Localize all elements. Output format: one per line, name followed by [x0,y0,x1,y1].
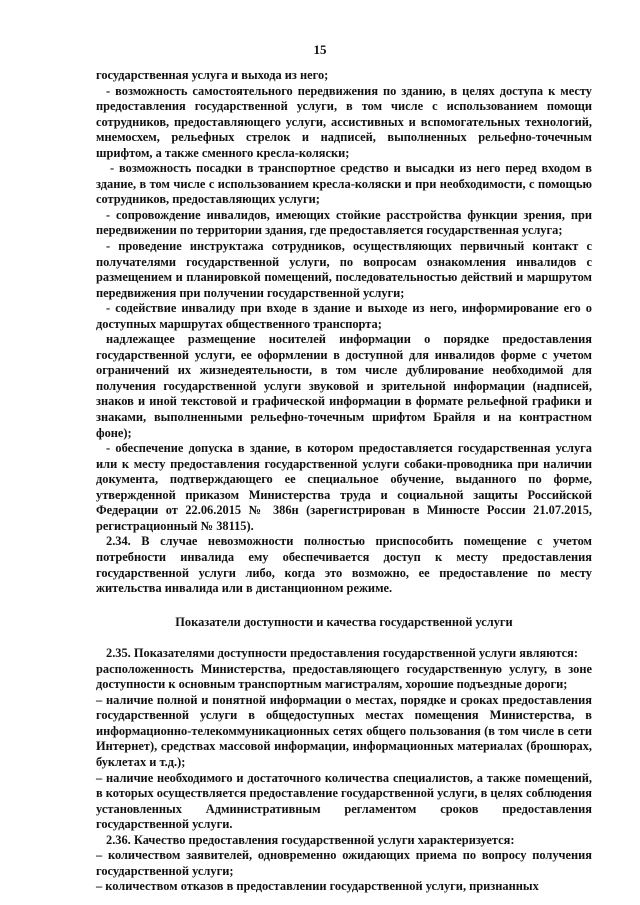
paragraph: - возможность посадки в транспортное средство и высадки из него перед входом в здание, в том числе с использованием кресла-коляски и при необходимости, с помощью сотрудников, предоставляющих услуги; [96,161,592,207]
paragraph: надлежащее размещение носителей информации о порядке предоставления государственной услуги, ее оформлении в доступной для инвалидов форме с учетом ограничений их жизнедеятельности, в том числе дублирование необходимой для получения государственной услуги звуковой и зрительной информации (надписей, знаков и иной текстовой и графической информации в формате рельефной графики и знаками, выполненными рельефно-точечным шрифтом Брайля и на контрастном фоне); [96,332,592,440]
paragraph: - обеспечение допуска в здание, в котором предоставляется государственная услуга или к месту предоставления государственной услуги собаки-проводника при наличии документа, подтверждающего ее специальное обучение, выданного по форме, утвержденной приказом Министерства труда и социальной защиты Российской Федерации от 22.06.2015 № 386н (зарегистрирован в Минюсте России 21.07.2015, регистрационный № 38115). [96,441,592,533]
page-number: 15 [313,42,327,57]
paragraph: 2.35. Показателями доступности предоставления государственной услуги являются: [106,646,579,661]
paragraph: - сопровождение инвалидов, имеющих стойкие расстройства функции зрения, при передвижении по территории здания, где предоставляется государственная услуга; [96,207,592,238]
paragraph: - содействие инвалиду при входе в здание и выходе из него, информирование его о доступных маршрутах общественного транспорта; [96,301,592,331]
paragraph: расположенность Министерства, предоставляющего государственную услугу, в зоне доступности к основным транспортным магистралям, хорошие подъездные дороги; [96,661,592,692]
paragraph: – наличие полной и понятной информации о местах, порядке и сроках предоставления государственной услуги в общедоступных местах помещения Министерства, в информационно-телекоммуникационных сетях общего пользования (в том числе в сети Интернет), средствах массовой информации, информационных материалах (брошюрах, буклетах и т.д.); [96,692,592,769]
paragraph: - проведение инструктажа сотрудников, осуществляющих первичный контакт с получателями государственной услуги, по вопросам ознакомления инвалидов с размещением и планировкой помещений, последовательностью действий и маршрутом передвижения при получении государственной услуги; [96,239,592,300]
paragraph: государственная услуга и выхода из него; [96,68,329,82]
paragraph: 2.34. В случае невозможности полностью приспособить помещение с учетом потребности инвалида ему обеспечивается доступ к месту предоставления государственной услуги либо, когда это возможно, ее предоставление по месту жительства инвалида или в дистанционном режиме. [96,534,592,596]
paragraph: – количеством заявителей, одновременно ожидающих приема по вопросу получения государственной услуги; [96,848,592,878]
document-body [96,68,592,895]
paragraph: 2.36. Качество предоставления государственной услуги характеризуется: [106,832,515,847]
paragraph: – количеством отказов в предоставлении государственной услуги, признанных [96,879,539,894]
section-heading: Показатели доступности и качества государственной услуги [175,614,513,629]
paragraph: - возможность самостоятельного передвижения по зданию, в целях доступа к месту предоставления государственной услуги, в том числе с использованием помощи сотрудников, предоставляющего услуги, ассистивных и вспомогательных технологий, мнемосхем, рельефных стрелок и надписей, выполненных рельефно-точечным шрифтом, а также сменного кресла-коляски; [96,83,592,160]
paragraph: – наличие необходимого и достаточного количества специалистов, а также помещений, в которых осуществляется предоставление государственной услуги, в целях соблюдения установленных Административным регламентом сроков предоставления государственной услуги. [96,770,592,832]
